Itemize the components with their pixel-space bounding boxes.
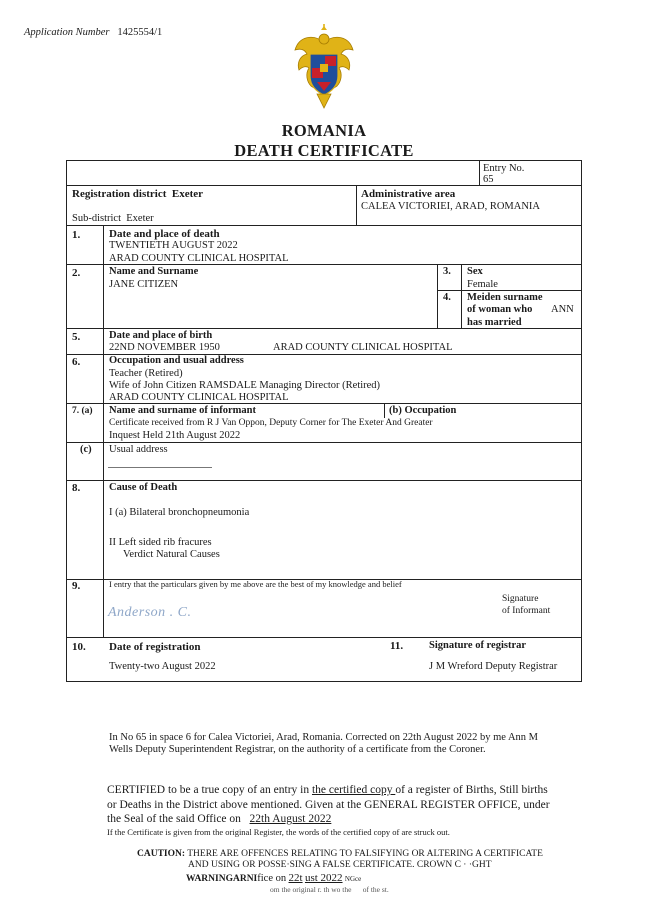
sub-district-value: Exeter	[126, 213, 154, 224]
row11-number: 11.	[390, 640, 404, 652]
row3-value: Female	[467, 279, 498, 290]
certified-line1-a: CERTIFIED to be a true copy of an entry in	[107, 784, 312, 796]
application-value: 1425554/1	[117, 27, 163, 38]
row4-label-line3: has married	[467, 317, 522, 328]
certified-line4: If the Certificate is given from the original Register, the words of the certified copy of are struck out.	[107, 827, 450, 837]
row7c-label: Usual address	[109, 444, 168, 455]
row11-label: Signature of registrar	[429, 640, 527, 651]
certified-line1-c: of a register of Births, Still births	[395, 784, 548, 796]
sub-district-label: Sub-district	[72, 213, 121, 224]
ghost-line1	[186, 872, 361, 884]
row6-line3: ARAD COUNTY CLINICAL HOSPITAL	[109, 392, 289, 403]
country-title: ROMANIA	[281, 121, 367, 140]
caution-line2: AND USING OR POSSE·SING A FALSE CERTIFICATE. CROWN C · ·GHT	[188, 860, 492, 870]
row7-occupation-label: (b) Occupation	[389, 405, 457, 416]
certified-line2: or Deaths in the District above mentioned. Given at the GENERAL REGISTER OFFICE, under	[107, 799, 550, 811]
certified-line1	[107, 784, 548, 796]
row2-value: JANE CITIZEN	[109, 279, 179, 290]
row9-number: 9.	[72, 580, 81, 592]
informant-signature: Anderson . C.	[108, 605, 192, 620]
row9-signature-label-line1: Signature	[502, 594, 539, 604]
row2-label: Name and Surname	[109, 266, 199, 277]
row8-line2: II Left sided rib fracures	[109, 537, 212, 548]
certified-date: 22th August 2022	[249, 813, 332, 825]
ghost-office: fice on	[257, 873, 287, 884]
correction-note-line1: In No 65 in space 6 for Calea Victoriei, Arad, Romania. Corrected on 22th August 2022 by me Ann M	[109, 732, 539, 743]
application-label: Application Number	[24, 27, 110, 38]
row5-date: 22ND NOVEMBER 1950	[109, 342, 220, 353]
ghost-ce: ce	[355, 875, 362, 883]
caution-text-1: THERE ARE OFFENCES RELATING TO FALSIFYING OR ALTERING A CERTIFICATE	[187, 849, 543, 859]
correction-note-line2: Wells Deputy Superintendent Registrar, on the authority of a certificate from the Coroner.	[109, 744, 486, 755]
row7-line2: Inquest Held 21th August 2022	[109, 430, 241, 441]
usual-address-underline	[108, 467, 212, 468]
registration-district-value: Exeter	[171, 188, 204, 200]
row4-number: 4.	[443, 292, 451, 303]
certified-line3-a: the Seal of the said Office on	[107, 813, 241, 825]
ghost-line2	[270, 885, 389, 894]
row1-label: Date and place of death	[109, 228, 220, 240]
row10-label: Date of registration	[109, 641, 201, 653]
ghost-date: ust 2022	[304, 872, 343, 884]
row5-number: 5.	[72, 331, 81, 343]
ghost-warning: WARNINGARNI	[186, 874, 258, 884]
row9-signature-label-line2: of Informant	[502, 606, 551, 616]
registration-district-label: Registration district	[72, 188, 167, 200]
admin-area-label: Administrative area	[361, 188, 456, 200]
row1-line2: ARAD COUNTY CLINICAL HOSPITAL	[109, 253, 289, 264]
row1-number: 1.	[72, 229, 81, 241]
caution-label: CAUTION:	[137, 849, 186, 859]
row5-place: ARAD COUNTY CLINICAL HOSPITAL	[273, 342, 453, 353]
row10-number: 10.	[72, 641, 86, 653]
row5-label: Date and place of birth	[109, 330, 213, 341]
ghost-day: 22t	[288, 872, 303, 884]
row1-line1: TWENTIETH AUGUST 2022	[109, 240, 238, 251]
ghost-line2-a: om the original r. th wo the	[270, 885, 352, 894]
row7c-number: (c)	[80, 444, 92, 455]
coat-of-arms-icon	[293, 24, 355, 110]
row2-number: 2.	[72, 267, 81, 279]
ghost-line2-b: of the st.	[362, 885, 389, 894]
entry-label: Entry No.	[483, 163, 525, 174]
row3-label: Sex	[467, 266, 483, 277]
row8-number: 8.	[72, 482, 81, 494]
row8-line1: I (a) Bilateral bronchopneumonia	[109, 507, 250, 518]
certified-line3	[107, 813, 331, 825]
entry-value: 65	[483, 174, 494, 185]
caution-line1	[137, 849, 543, 859]
sub-district	[72, 213, 154, 224]
ghost-ng: NG	[344, 875, 356, 883]
row11-value: J M Wreford Deputy Registrar	[429, 661, 558, 672]
row7-number: 7. (a)	[72, 406, 93, 416]
row8-label: Cause of Death	[109, 482, 178, 493]
row3-number: 3.	[443, 266, 451, 277]
row4-value: ANN	[551, 304, 574, 315]
row4-label-line2: of woman who	[467, 304, 533, 315]
row7-label: Name and surname of informant	[109, 405, 256, 416]
row8-line3: Verdict Natural Causes	[123, 549, 220, 560]
certified-copy-underlined: the certified copy	[311, 784, 396, 796]
row6-number: 6.	[72, 356, 81, 368]
row6-label: Occupation and usual address	[109, 355, 244, 366]
admin-area-value: CALEA VICTORIEI, ARAD, ROMANIA	[361, 201, 540, 212]
row4-label-line1: Meiden surname	[467, 292, 543, 303]
row6-line1: Teacher (Retired)	[109, 368, 183, 379]
row7-line1: Certificate received from R J Van Oppon, Deputy Corner for The Exeter And Greater	[109, 418, 433, 428]
row10-value: Twenty-two August 2022	[109, 661, 216, 672]
registration-district	[72, 188, 203, 200]
document-title: DEATH CERTIFICATE	[234, 141, 414, 160]
row6-line2: Wife of John Citizen RAMSDALE Managing Director (Retired)	[109, 380, 381, 391]
application-number	[24, 27, 162, 38]
row9-statement: I entry that the particulars given by me above are the best of my knowledge and belief	[109, 579, 402, 589]
